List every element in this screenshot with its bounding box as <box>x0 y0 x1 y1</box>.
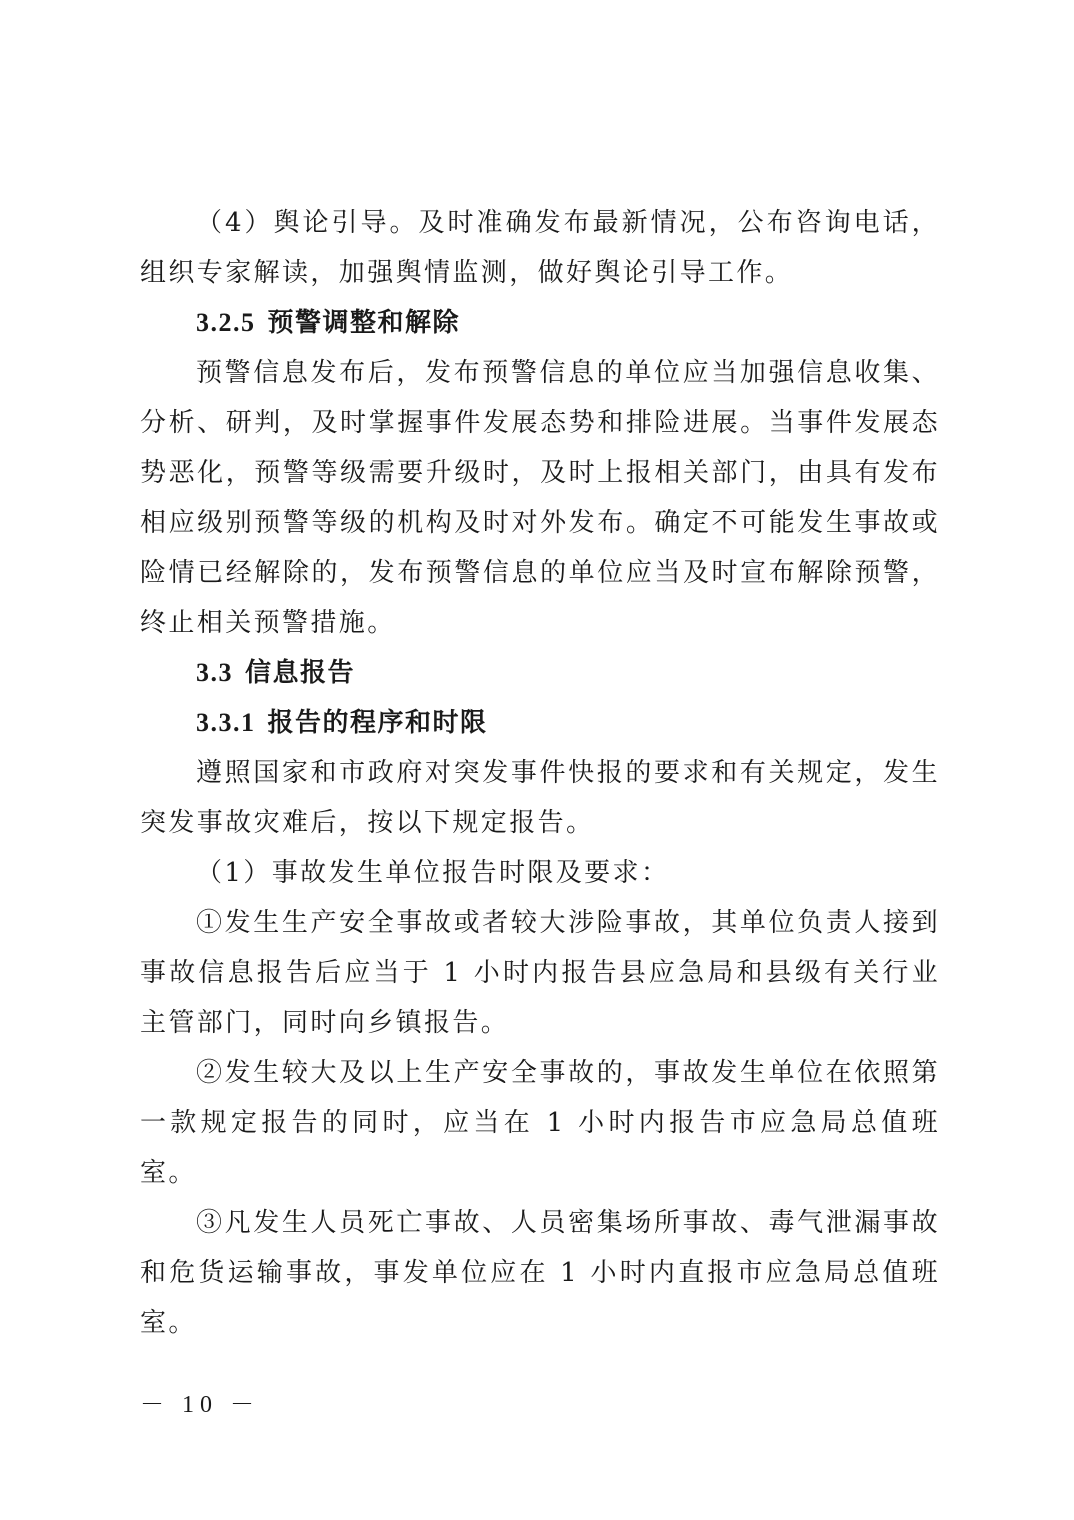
paragraph-warning-adjustment: 预警信息发布后，发布预警信息的单位应当加强信息收集、分析、研判，及时掌握事件发展态势和排险进展。当事件发展态势恶化，预警等级需要升级时，及时上报相关部门，由具有发布相应级别预警等级的机构及时对外发布。确定不可能发生事故或险情已经解除的，发布预警信息的单位应当及时宣布解除预警，终止相关预警措施。 <box>140 358 940 638</box>
paragraph-report-subitem-1: ①发生生产安全事故或者较大涉险事故，其单位负责人接到事故信息报告后应当于 1 小时内报告县应急局和县级有关行业主管部门，同时向乡镇报告。 <box>140 908 940 1038</box>
heading-number: 3.2.5 <box>196 308 256 337</box>
heading-number: 3.3 <box>196 658 233 687</box>
heading-3-3 <box>140 648 940 698</box>
heading-3-3-1 <box>140 698 940 748</box>
heading-number: 3.3.1 <box>196 708 256 737</box>
document-body <box>140 198 940 1348</box>
paragraph-report-subitem-3: ③凡发生人员死亡事故、人员密集场所事故、毒气泄漏事故和危货运输事故，事发单位应在 1 小时内直报市应急局总值班室。 <box>140 1208 940 1338</box>
paragraph-public-opinion: （4）舆论引导。及时准确发布最新情况，公布咨询电话，组织专家解读，加强舆情监测，做好舆论引导工作。 <box>140 208 940 288</box>
heading-title: 报告的程序和时限 <box>267 708 488 738</box>
paragraph-report-item-1: （1）事故发生单位报告时限及要求： <box>196 858 670 888</box>
heading-title: 预警调整和解除 <box>267 308 461 338</box>
heading-title: 信息报告 <box>245 658 356 688</box>
heading-3-2-5 <box>140 298 940 348</box>
page-number: － 10 － <box>140 1392 260 1418</box>
paragraph-report-subitem-2: ②发生较大及以上生产安全事故的，事故发生单位在依照第一款规定报告的同时，应当在 1 小时内报告市应急局总值班室。 <box>140 1058 940 1188</box>
paragraph-report-rules: 遵照国家和市政府对突发事件快报的要求和有关规定，发生突发事故灾难后，按以下规定报告。 <box>140 758 940 838</box>
